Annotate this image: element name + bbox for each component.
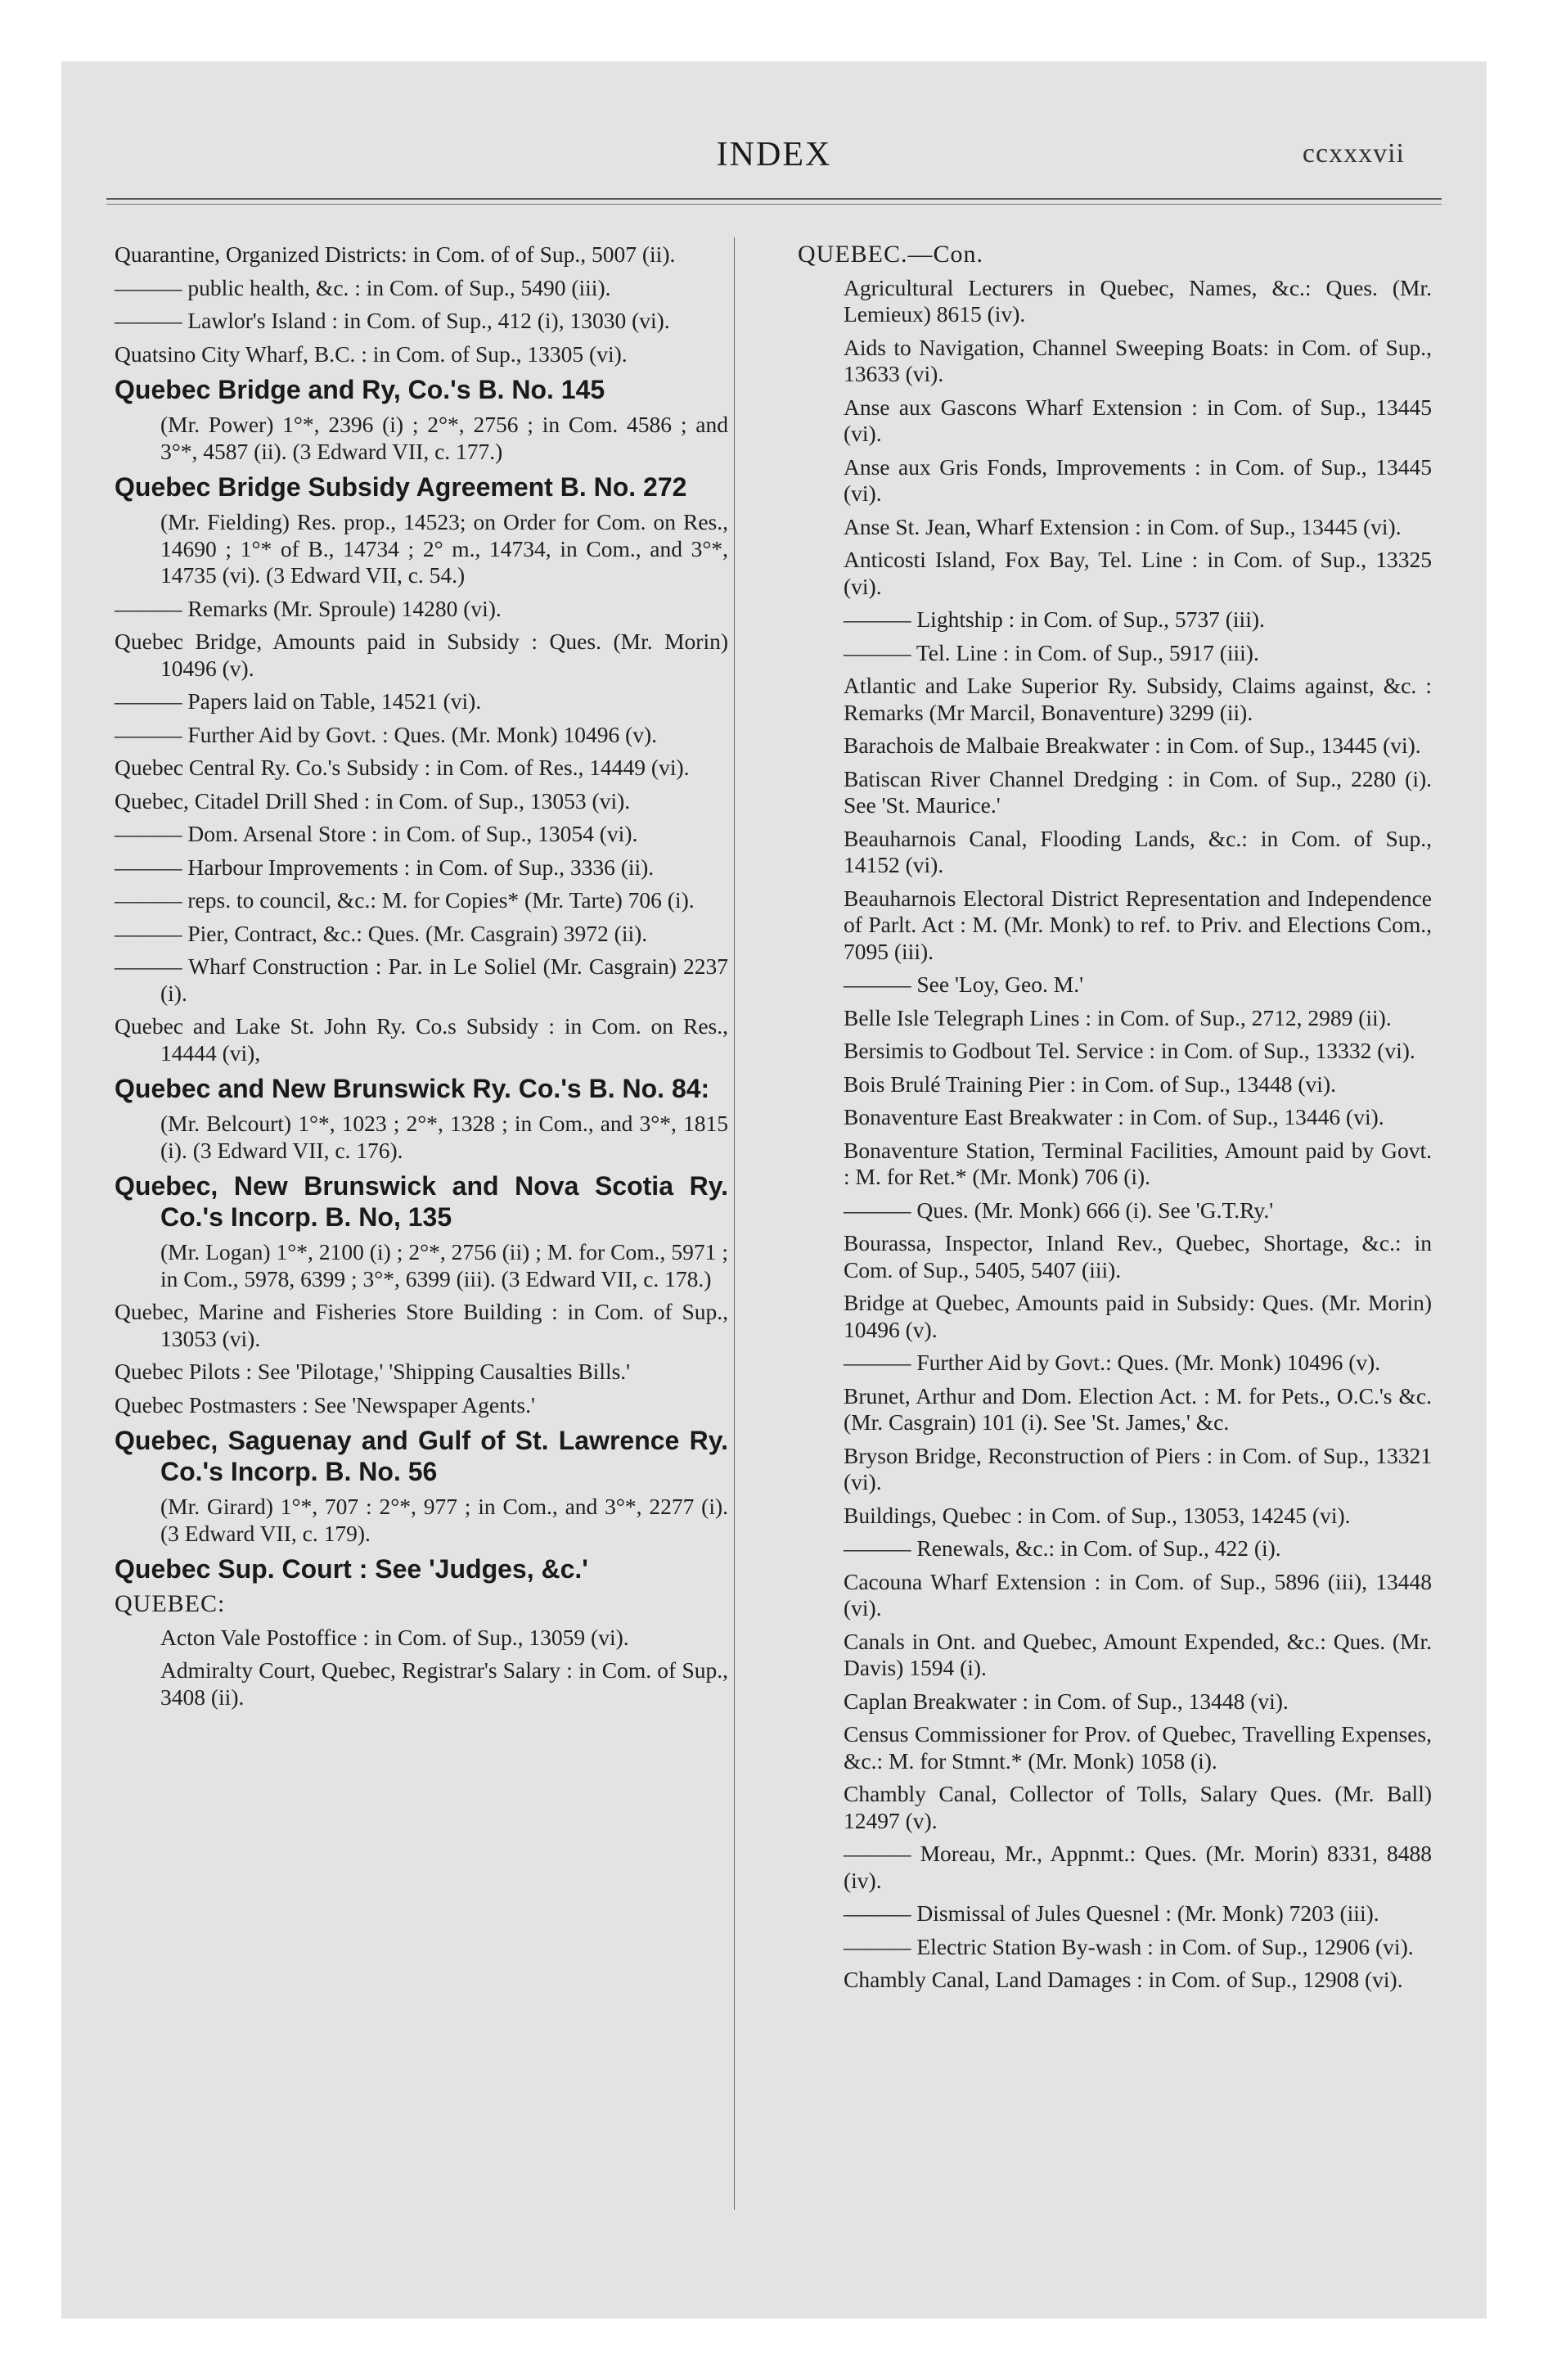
index-entry: Anse St. Jean, Wharf Extension : in Com. of Sup., 13445 (vi). xyxy=(844,513,1402,539)
index-entry: Quebec Postmasters : See 'Newspaper Agents.' xyxy=(115,1391,535,1418)
index-entry: Beauharnois Electoral District Representation and Independence of Parlt. Act : M. (Mr. Monk) to ref. to Priv. and Elections Com., 7095 (iii). xyxy=(844,885,1432,964)
index-entry: ——— Dismissal of Jules Quesnel : (Mr. Monk) 7203 (iii). xyxy=(844,1900,1379,1926)
index-entry: Anse aux Gris Fonds, Improvements : in Com. of Sup., 13445 (vi). xyxy=(844,453,1432,506)
index-entry: Bourassa, Inspector, Inland Rev., Quebec, Shortage, &c.: in Com. of Sup., 5405, 5407 (iii). xyxy=(844,1230,1432,1282)
index-entry: ——— Wharf Construction : Par. in Le Soliel (Mr. Casgrain) 2237 (i). xyxy=(115,953,728,1006)
index-entry: Quebec, Saguenay and Gulf of St. Lawrence Ry. Co.'s Incorp. B. No. 56 xyxy=(115,1426,728,1486)
index-entry: ——— See 'Loy, Geo. M.' xyxy=(844,971,1084,997)
header-rule xyxy=(106,198,1442,200)
index-entry: Cacouna Wharf Extension : in Com. of Sup., 5896 (iii), 13448 (vi). xyxy=(844,1568,1432,1620)
index-entry: Quebec Bridge, Amounts paid in Subsidy : Ques. (Mr. Morin) 10496 (v). xyxy=(115,629,728,681)
index-entry: ——— reps. to council, &c.: M. for Copies* (Mr. Tarte) 706 (i). xyxy=(115,887,695,913)
index-entry: Agricultural Lecturers in Quebec, Names, &c.: Ques. (Mr. Lemieux) 8615 (iv). xyxy=(844,274,1432,327)
index-entry: Quebec, Citadel Drill Shed : in Com. of Sup., 13053 (vi). xyxy=(115,787,631,814)
index-entry: Quatsino City Wharf, B.C. : in Com. of Sup., 13305 (vi). xyxy=(115,340,628,367)
index-entry: Brunet, Arthur and Dom. Election Act. : M. for Pets., O.C.'s &c. (Mr. Casgrain) 101 (i). See 'St. James,' &c. xyxy=(844,1382,1432,1435)
index-entry: Quebec Pilots : See 'Pilotage,' 'Shipping Causalties Bills.' xyxy=(115,1359,631,1384)
index-entry: (Mr. Belcourt) 1°*, 1023 ; 2°*, 1328 ; in Com., and 3°*, 1815 (i). (3 Edward VII, c. 176). xyxy=(160,1111,728,1163)
index-entry: ——— Moreau, Mr., Appnmt.: Ques. (Mr. Morin) 8331, 8488 (iv). xyxy=(844,1841,1432,1893)
index-entry: Beauharnois Canal, Flooding Lands, &c.: in Com. of Sup., 14152 (vi). xyxy=(844,825,1432,877)
index-entry: ——— Ques. (Mr. Monk) 666 (i). See 'G.T.Ry.' xyxy=(844,1197,1274,1223)
index-entry: Quebec Sup. Court : See 'Judges, &c.' xyxy=(115,1554,588,1584)
index-entry: Barachois de Malbaie Breakwater : in Com. of Sup., 13445 (vi). xyxy=(844,732,1421,758)
index-entry: Acton Vale Postoffice : in Com. of Sup., 13059 (vi). xyxy=(160,1624,629,1650)
header-rule-thin xyxy=(106,204,1442,205)
index-entry: ——— Further Aid by Govt.: Ques. (Mr. Monk) 10496 (v). xyxy=(844,1350,1381,1375)
index-entry: Anse aux Gascons Wharf Extension : in Com. of Sup., 13445 (vi). xyxy=(844,394,1432,446)
index-entry: Quarantine, Organized Districts: in Com. of of Sup., 5007 (ii). xyxy=(115,241,676,267)
index-entry: Atlantic and Lake Superior Ry. Subsidy, Claims against, &c. : Remarks (Mr Marcil, Bonaventure) 3299 (ii). xyxy=(844,673,1432,725)
index-entry: Caplan Breakwater : in Com. of Sup., 13448 (vi). xyxy=(844,1688,1289,1714)
page-number: ccxxxvii xyxy=(1302,138,1405,169)
index-entry: Batiscan River Channel Dredging : in Com. of Sup., 2280 (i). See 'St. Maurice.' xyxy=(844,765,1432,818)
index-entry: Chambly Canal, Land Damages : in Com. of Sup., 12908 (vi). xyxy=(844,1967,1403,1992)
index-entry: Chambly Canal, Collector of Tolls, Salary Ques. (Mr. Ball) 12497 (v). xyxy=(844,1781,1432,1833)
index-entry: ——— Harbour Improvements : in Com. of Sup., 3336 (ii). xyxy=(115,854,655,880)
index-entry: ——— Renewals, &c.: in Com. of Sup., 422 (i). xyxy=(844,1535,1281,1561)
index-entry: QUEBEC: xyxy=(115,1590,226,1617)
index-entry: Quebec, Marine and Fisheries Store Building : in Com. of Sup., 13053 (vi). xyxy=(115,1299,728,1351)
index-entry: (Mr. Fielding) Res. prop., 14523; on Order for Com. on Res., 14690 ; 1°* of B., 14734 ; 2° m., 14734, in Com., and 3°*, 14735 (vi). (3 Edward VII, c. 54.) xyxy=(160,509,728,588)
index-entry: (Mr. Logan) 1°*, 2100 (i) ; 2°*, 2756 (ii) ; M. for Com., 5971 ; in Com., 5978, 6399 ; 3°*, 6399 (iii). (3 Edward VII, c. 178.) xyxy=(160,1239,728,1291)
index-entry: Bridge at Quebec, Amounts paid in Subsidy: Ques. (Mr. Morin) 10496 (v). xyxy=(844,1290,1432,1342)
index-entry: (Mr. Power) 1°*, 2396 (i) ; 2°*, 2756 ; in Com. 4586 ; and 3°*, 4587 (ii). (3 Edward VII, c. 177.) xyxy=(160,412,728,464)
index-entry: Anticosti Island, Fox Bay, Tel. Line : in Com. of Sup., 13325 (vi). xyxy=(844,547,1432,599)
page-sheet xyxy=(61,61,1487,2319)
index-entry: Quebec Bridge Subsidy Agreement B. No. 272 xyxy=(115,472,687,502)
index-entry: Census Commissioner for Prov. of Quebec, Travelling Expenses, &c.: M. for Stmnt.* (Mr. Monk) 1058 (i). xyxy=(844,1721,1432,1774)
index-entry: Bonaventure East Breakwater : in Com. of Sup., 13446 (vi). xyxy=(844,1104,1384,1129)
page-title: INDEX xyxy=(716,136,832,174)
index-entry: Aids to Navigation, Channel Sweeping Boats: in Com. of Sup., 13633 (vi). xyxy=(844,334,1432,386)
index-entry: QUEBEC.—Con. xyxy=(798,241,984,268)
index-entry: ——— Electric Station By-wash : in Com. of Sup., 12906 (vi). xyxy=(844,1933,1414,1959)
index-entry: Quebec Bridge and Ry, Co.'s B. No. 145 xyxy=(115,375,605,404)
index-entry: Bois Brulé Training Pier : in Com. of Sup., 13448 (vi). xyxy=(844,1071,1336,1097)
index-entry: Quebec, New Brunswick and Nova Scotia Ry. Co.'s Incorp. B. No, 135 xyxy=(115,1171,728,1232)
index-entry: Canals in Ont. and Quebec, Amount Expended, &c.: Ques. (Mr. Davis) 1594 (i). xyxy=(844,1628,1432,1680)
index-entry: ——— Further Aid by Govt. : Ques. (Mr. Monk) 10496 (v). xyxy=(115,721,658,747)
index-entry: Quebec Central Ry. Co.'s Subsidy : in Com. of Res., 14449 (vi). xyxy=(115,755,690,780)
left-column xyxy=(115,241,728,1717)
index-entry: Buildings, Quebec : in Com. of Sup., 13053, 14245 (vi). xyxy=(844,1502,1351,1528)
page-header xyxy=(61,135,1487,184)
index-entry: Belle Isle Telegraph Lines : in Com. of Sup., 2712, 2989 (ii). xyxy=(844,1004,1392,1030)
index-entry: Quebec and Lake St. John Ry. Co.s Subsidy : in Com. on Res., 14444 (vi), xyxy=(115,1013,728,1066)
index-entry: (Mr. Girard) 1°*, 707 : 2°*, 977 ; in Com., and 3°*, 2277 (i). (3 Edward VII, c. 179). xyxy=(160,1494,728,1546)
index-entry: Bryson Bridge, Reconstruction of Piers : in Com. of Sup., 13321 (vi). xyxy=(844,1442,1432,1494)
index-entry: Bersimis to Godbout Tel. Service : in Com. of Sup., 13332 (vi). xyxy=(844,1038,1415,1063)
index-entry: Admiralty Court, Quebec, Registrar's Salary : in Com. of Sup., 3408 (ii). xyxy=(160,1657,728,1710)
index-entry: ——— Pier, Contract, &c.: Ques. (Mr. Casgrain) 3972 (ii). xyxy=(115,920,648,946)
index-entry: ——— Dom. Arsenal Store : in Com. of Sup., 13054 (vi). xyxy=(115,821,638,846)
column-divider xyxy=(734,237,735,2210)
index-entry: ——— Lightship : in Com. of Sup., 5737 (iii). xyxy=(844,606,1265,632)
index-entry: Quebec and New Brunswick Ry. Co.'s B. No. 84: xyxy=(115,1074,710,1103)
index-entry: ——— public health, &c. : in Com. of Sup., 5490 (iii). xyxy=(115,274,611,300)
index-entry: ——— Remarks (Mr. Sproule) 14280 (vi). xyxy=(115,595,502,621)
index-entry: Bonaventure Station, Terminal Facilities, Amount paid by Govt. : M. for Ret.* (Mr. Monk) 706 (i). xyxy=(844,1137,1432,1189)
right-column xyxy=(798,241,1432,2000)
index-entry: ——— Tel. Line : in Com. of Sup., 5917 (iii). xyxy=(844,639,1259,665)
index-entry: ——— Papers laid on Table, 14521 (vi). xyxy=(115,688,482,714)
index-entry: ——— Lawlor's Island : in Com. of Sup., 412 (i), 13030 (vi). xyxy=(115,308,670,333)
